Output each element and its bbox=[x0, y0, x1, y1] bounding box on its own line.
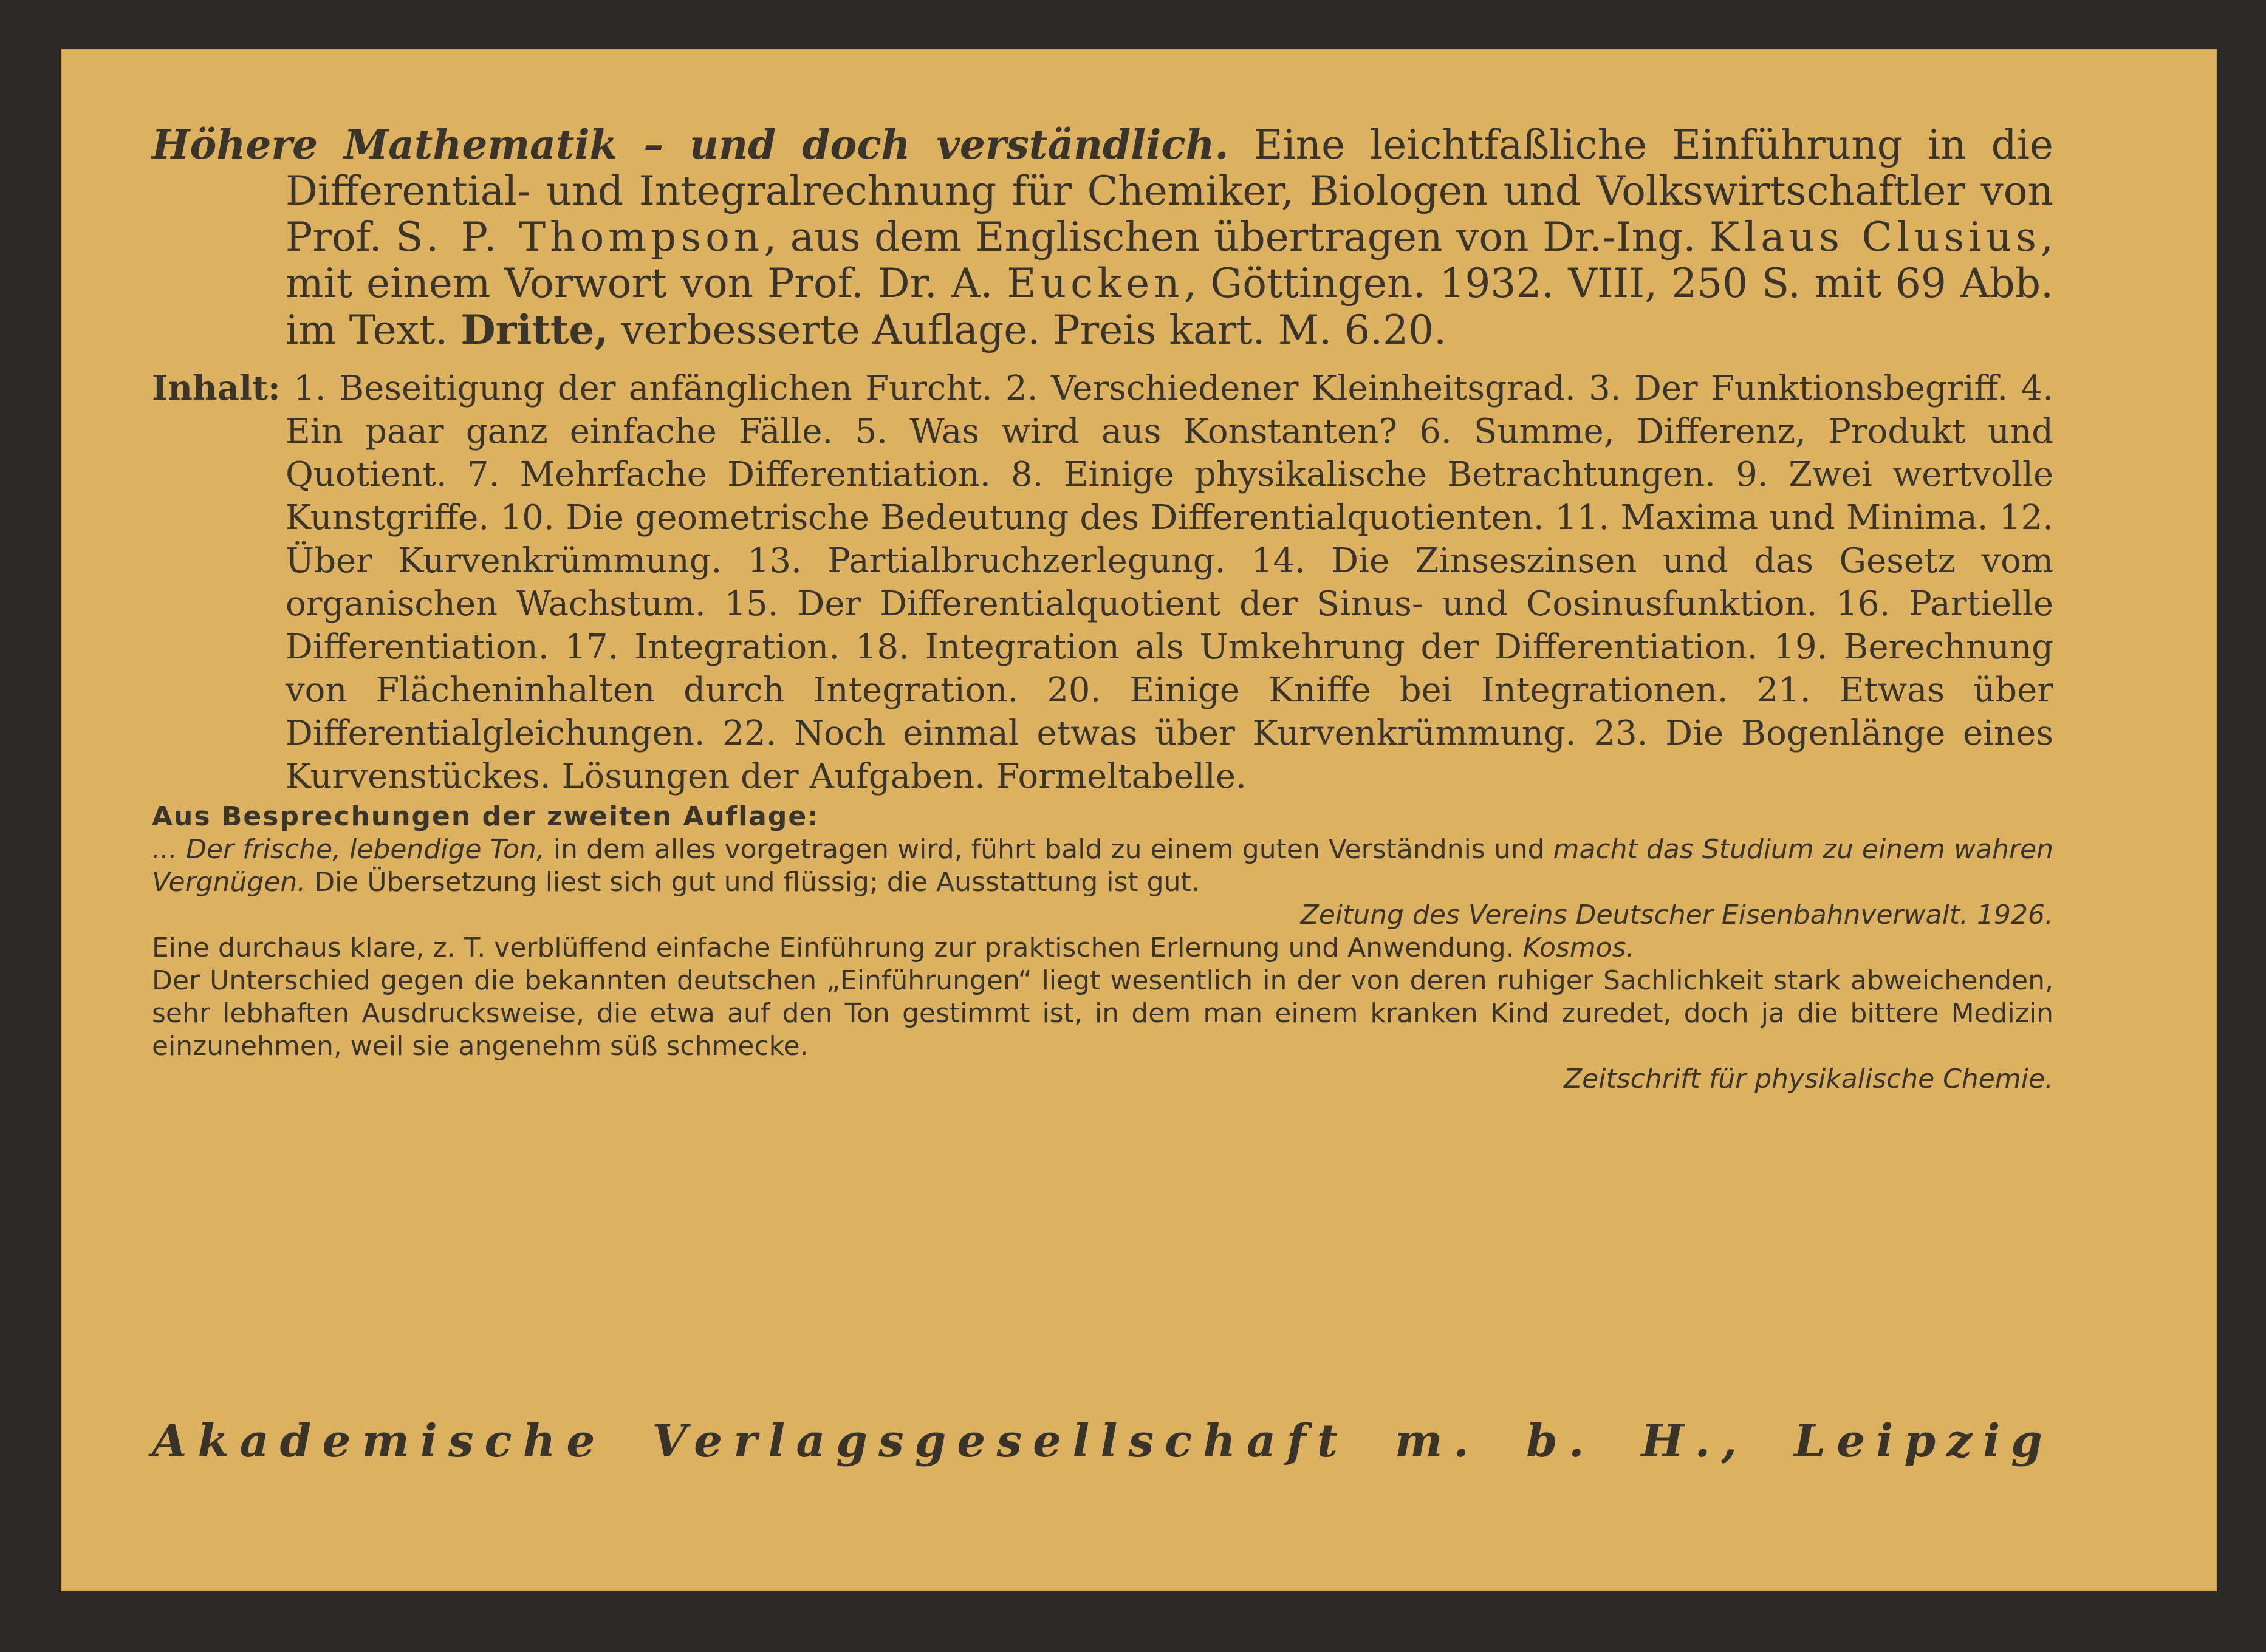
card-content bbox=[152, 121, 2053, 1096]
review-1-quote-a: ... Der frische, lebendige Ton, bbox=[152, 834, 545, 865]
description-text-1: Eine leichtfaßliche Einführung in die Differential- und Integralrechnung für Chemiker, Biologen und Volkswirtschaftler von Prof. bbox=[286, 121, 2053, 261]
review-2-text: Eine durchaus klare, z. T. verblüffend einfache Einführung zur praktischen Erlernung und Anwendung. bbox=[152, 932, 1523, 963]
review-2-source: Kosmos. bbox=[1522, 932, 1635, 963]
table-of-contents bbox=[152, 367, 2053, 798]
reviews-heading: Aus Besprechungen der zweiten Auflage: bbox=[152, 801, 820, 832]
review-3-source: Zeitschrift für physikalische Chemie. bbox=[1564, 1063, 2053, 1094]
edition-label: Dritte, bbox=[460, 306, 609, 353]
review-3: Der Unterschied gegen die bekannten deutschen „Einführungen“ liegt wesentlich in der von deren ruhiger Sachlichkeit stark abweichenden, sehr lebhaften Ausdrucksweise, die etwa auf den Ton gestimmt ist, in dem man einem kranken Kind zuredet, doch ja die bittere Medizin einzunehmen, weil sie angenehm süß schmecke. bbox=[152, 965, 2053, 1062]
book-title: Höhere Mathematik – und doch verständlich. bbox=[152, 121, 1229, 168]
review-1 bbox=[152, 833, 2053, 899]
review-1-text-a: in dem alles vorgetragen wird, führt bald zu einem guten Verständnis und bbox=[544, 834, 1553, 865]
foreword-author-name: Eucken bbox=[1007, 260, 1184, 307]
review-1-text-b: Die Übersetzung liest sich gut und flüssig; die Ausstattung ist gut. bbox=[306, 867, 1200, 898]
review-1-source: Zeitung des Vereins Deutscher Eisenbahnverwalt. 1926. bbox=[1300, 899, 2053, 930]
reviews-section bbox=[152, 800, 2053, 1096]
description-text-2: , aus dem Englischen übertragen von Dr.-Ing. bbox=[764, 214, 1710, 261]
review-2 bbox=[152, 932, 2053, 964]
translator-name: Klaus Clusius bbox=[1709, 214, 2041, 261]
contents-text: 1. Beseitigung der anfänglichen Furcht. 2. Verschiedener Kleinheitsgrad. 3. Der Funktionsbegriff. 4. Ein paar ganz einfache Fälle. 5. Was wird aus Konstanten? 6. Summe, Differenz, Produkt und Quotient. 7. Mehrfache Differentiation. 8. Einige physikalische Betrachtungen. 9. Zwei wertvolle Kunstgriffe. 10. Die geometrische Bedeutung des Differentialquotienten. 11. Maxima und Minima. 12. Über Kurvenkrümmung. 13. Partialbruchzerlegung. 14. Die Zinseszinsen und das Gesetz vom organischen Wachstum. 15. Der Differentialquotient der Sinus- und Cosinusfunktion. 16. Partielle Differentiation. 17. Integration. 18. Integration als Umkehrung der Differentiation. 19. Berechnung von Flächeninhalten durch Integration. 20. Einige Kniffe bei Integrationen. 21. Etwas über Differentialgleichungen. 22. Noch einmal etwas über Kurvenkrümmung. 23. Die Bogenlänge eines Kurvenstückes. Lösungen der Aufgaben. Formeltabelle. bbox=[280, 369, 2053, 796]
publisher-imprint: Akademische Verlagsgesellschaft m. b. H., Leipzig bbox=[152, 1415, 2053, 1467]
review-1-quote-b: macht das Studium zu einem wahren Vergnügen. bbox=[152, 834, 2054, 898]
description-text-3: , mit einem Vorwort von Prof. Dr. A. bbox=[286, 214, 2053, 307]
author-name: S. P. Thompson bbox=[395, 214, 764, 261]
description-text-5: verbesserte Auflage. Preis kart. M. 6.20. bbox=[608, 307, 1447, 353]
description-text-4: , Göttingen. 1932. VIII, 250 S. mit 69 Abb. im Text. bbox=[286, 260, 2053, 353]
book-description bbox=[152, 121, 2053, 353]
contents-label: Inhalt: bbox=[152, 368, 281, 408]
